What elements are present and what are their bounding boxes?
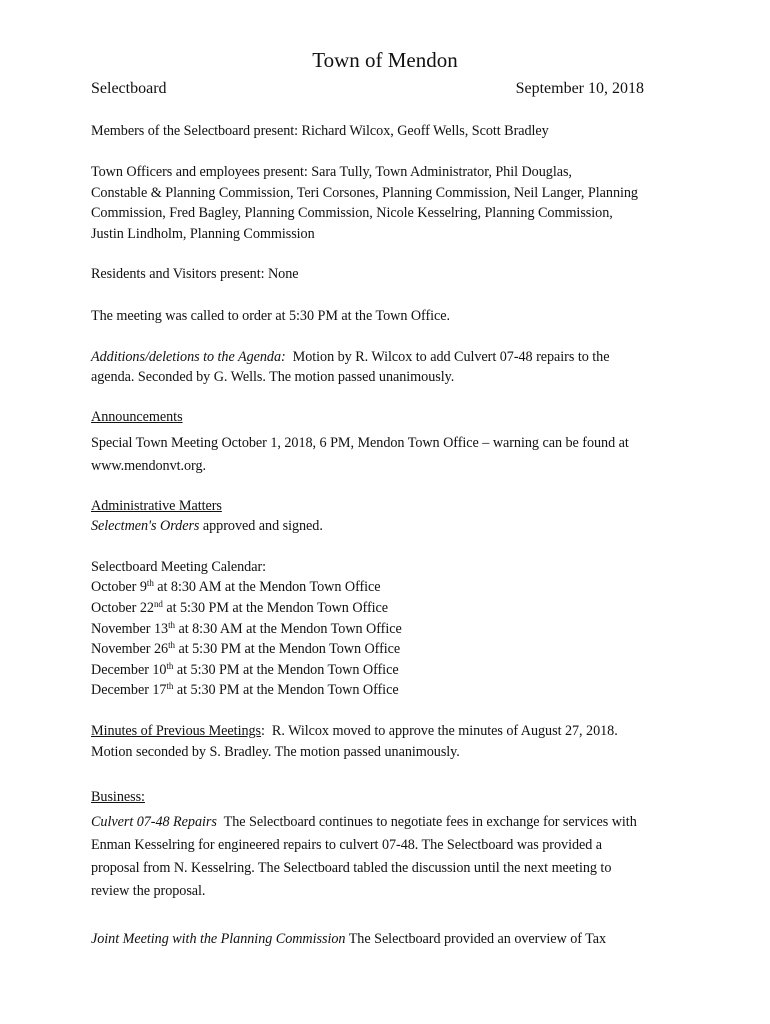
joint-meeting-label: Joint Meeting with the Planning Commission — [91, 931, 346, 947]
minutes-line-1-text: : R. Wilcox moved to approve the minutes of August 27, 2018. — [261, 723, 618, 739]
calendar-entry — [91, 681, 399, 699]
calendar-entry — [91, 599, 388, 617]
joint-meeting-line — [91, 930, 606, 948]
culvert-line-1 — [91, 813, 637, 831]
residents-present — [91, 265, 299, 283]
selectmens-orders — [91, 517, 323, 535]
calendar-entry-suffix: th — [166, 661, 174, 671]
orders-label: Selectmen's Orders — [91, 518, 200, 534]
culvert-line-3: proposal from N. Kesselring. The Selectboard tabled the discussion until the next meeting to — [91, 860, 612, 876]
calendar-entry-date: October 22 — [91, 600, 154, 616]
calendar-entry-suffix: th — [168, 640, 175, 650]
calendar-entry — [91, 578, 381, 596]
calendar-entry-detail: at 5:30 PM at the Mendon Town Office — [174, 641, 401, 657]
officers-line-1: Town Officers and employees present: Sara Tully, Town Administrator, Phil Douglas, — [91, 164, 572, 180]
calendar-entry-suffix: th — [146, 578, 154, 588]
board-name: Selectboard — [91, 80, 167, 97]
agenda-label: Additions/deletions to the Agenda: — [91, 349, 286, 365]
calendar-entry-suffix: th — [168, 620, 175, 630]
administrative-heading: Administrative Matters — [91, 498, 222, 514]
call-to-order: The meeting was called to order at 5:30 PM at the Town Office. — [91, 308, 451, 324]
culvert-line-4: review the proposal. — [91, 883, 206, 899]
meeting-date: September 10, 2018 — [515, 80, 644, 97]
business-heading: Business: — [91, 789, 145, 805]
announcements-line-2: www.mendonvt.org. — [91, 458, 207, 474]
members-present: Members of the Selectboard present: Richard Wilcox, Geoff Wells, Scott Bradley — [91, 123, 549, 139]
calendar-entry-date: October 9 — [91, 579, 147, 595]
residents-text: Residents and Visitors present: None — [91, 266, 299, 282]
officers-line-2: Constable & Planning Commission, Teri Corsones, Planning Commission, Neil Langer, Planning — [91, 185, 638, 201]
minutes-line-2: Motion seconded by S. Bradley. The motion passed unanimously. — [91, 744, 460, 760]
calendar-entry-date: November 13 — [91, 621, 169, 637]
officers-line-4: Justin Lindholm, Planning Commission — [91, 226, 315, 242]
agenda-line-1-text: Motion by R. Wilcox to add Culvert 07-48 repairs to the — [285, 349, 610, 365]
joint-meeting-text: The Selectboard provided an overview of Tax — [345, 931, 607, 947]
calendar-entry — [91, 640, 400, 658]
calendar-entry — [91, 661, 399, 679]
calendar-entry-date: November 26 — [91, 641, 169, 657]
calendar-entry-suffix: th — [166, 681, 174, 691]
calendar-entry-detail: at 5:30 PM at the Mendon Town Office — [173, 682, 399, 698]
calendar-entry — [91, 620, 402, 638]
calendar-entry-detail: at 5:30 PM at the Mendon Town Office — [162, 600, 389, 616]
calendar-entry-detail: at 8:30 AM at the Mendon Town Office — [174, 621, 402, 637]
page-title: Town of Mendon — [312, 48, 458, 72]
minutes-line-1 — [91, 722, 618, 740]
calendar-entry-date: December 17 — [91, 682, 167, 698]
calendar-heading: Selectboard Meeting Calendar: — [91, 559, 267, 575]
announcements-heading: Announcements — [91, 409, 183, 425]
minutes-heading: Minutes of Previous Meetings — [91, 723, 262, 739]
calendar-entry-date: December 10 — [91, 662, 167, 678]
culvert-label: Culvert 07-48 Repairs — [91, 814, 217, 830]
announcements-line-1: Special Town Meeting October 1, 2018, 6 PM, Mendon Town Office – warning can be found at — [91, 435, 629, 451]
officers-line-3: Commission, Fred Bagley, Planning Commission, Nicole Kesselring, Planning Commission, — [91, 205, 613, 221]
orders-text: approved and signed. — [199, 518, 323, 534]
calendar-entry-suffix: nd — [153, 599, 163, 609]
agenda-line-2: agenda. Seconded by G. Wells. The motion passed unanimously. — [91, 369, 455, 385]
culvert-line-1-text: The Selectboard continues to negotiate fees in exchange for services with — [216, 814, 637, 830]
agenda-line-1 — [91, 348, 609, 366]
calendar-entry-detail: at 8:30 AM at the Mendon Town Office — [153, 579, 381, 595]
culvert-line-2: Enman Kesselring for engineered repairs to culvert 07-48. The Selectboard was provided a — [91, 837, 603, 853]
calendar-entry-detail: at 5:30 PM at the Mendon Town Office — [173, 662, 399, 678]
